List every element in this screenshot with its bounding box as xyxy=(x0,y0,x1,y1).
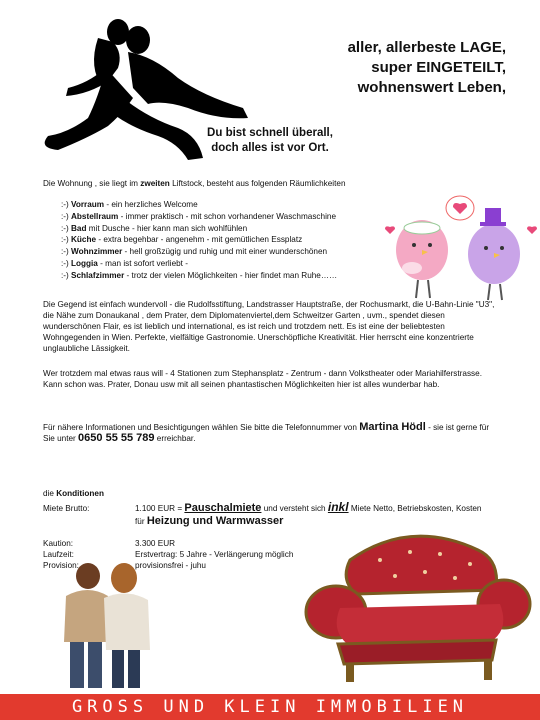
room-name: Abstellraum xyxy=(71,211,119,221)
miete-row-2 xyxy=(135,516,283,527)
room-prefix: :-) xyxy=(61,258,72,268)
list-item xyxy=(61,258,401,270)
provision-value: provisionsfrei - juhu xyxy=(135,561,206,570)
room-name: Vorraum xyxy=(71,200,105,209)
contact-phone: 0650 55 55 789 xyxy=(78,432,155,444)
kaution-row xyxy=(43,538,175,549)
contact-paragraph xyxy=(43,422,501,444)
miete-pauschal: Pauschalmiete xyxy=(184,502,262,514)
room-name: Bad xyxy=(71,223,87,233)
subheadline-line-1: Du bist schnell überall, xyxy=(207,127,333,139)
kaution-value: 3.300 EUR xyxy=(135,539,176,548)
laufzeit-row xyxy=(43,549,293,560)
subheadline xyxy=(200,126,340,156)
room-name: Küche xyxy=(71,235,97,245)
intro-text xyxy=(43,178,503,189)
room-prefix: :-) xyxy=(61,247,72,257)
miete-row xyxy=(43,502,508,514)
red-sofa-image xyxy=(300,520,532,690)
rooms-list xyxy=(61,199,401,282)
heart-bubble-icon xyxy=(446,196,474,220)
room-name: Wohnzimmer xyxy=(71,247,123,257)
intro-after: Liftstock, besteht aus folgenden Räumlichkeiten xyxy=(169,179,346,188)
miete-after: Miete Netto, Betriebskosten, Kosten xyxy=(348,504,482,513)
list-item xyxy=(61,234,401,246)
heart-icon xyxy=(527,226,537,234)
room-desc: - immer praktisch - mit schon vorhandener Waschmaschine xyxy=(118,211,336,221)
intro-bold: zweiten xyxy=(140,179,170,188)
purple-bird-image xyxy=(468,208,520,300)
list-item xyxy=(61,246,401,258)
room-prefix: :-) xyxy=(61,223,72,233)
miete-label: Miete Brutto: xyxy=(43,504,90,513)
paragraph-area: Die Gegend ist einfach wundervoll - die Rudolfsstiftung, Landstrasser Hauptstraße, der Rochusmarkt, die U-Bahn-Linie "U3", die Nähe zum Donaukanal , dem Prater, dem Diplomatenviertel,dem Schweitzer Garten , uvm., spendet diesen wunderschönen Flair, es ist lieblich und international, es ist reich und trotzdem nett. Es ist eine der beliebtesten Wohngegenden in Wien. Perfekte, vielfältige Gastronomie. Unerschöpfliche Kreativität. Hier herrscht eine konzentrierte unglaubliche Lässigkeit. xyxy=(43,300,495,353)
room-desc: - trotz der vielen Möglichkeiten - hier findet man Ruhe…… xyxy=(124,270,338,280)
birds-illustration xyxy=(382,190,540,302)
paragraph-transport: Wer trotzdem mal etwas raus will - 4 Stationen zum Stephansplatz - Zentrum - dann Volkstheater oder Mariahilferstrasse. Kann schon was. Prater, Donau usw mit all seinen phantastischen Möglichkeiten hier ist alles wunderbar hab. xyxy=(43,369,482,389)
pink-bird-image xyxy=(396,220,448,298)
laufzeit-label: Laufzeit: xyxy=(43,550,74,559)
miete-heizung: Heizung und Warmwasser xyxy=(146,515,284,527)
list-item xyxy=(61,199,401,211)
headline-line-3: wohnenswert Leben, xyxy=(357,79,506,96)
room-desc: mit Dusche - hier kann man sich wohlfühlen xyxy=(86,223,248,233)
contact-middle: - sie ist gerne für Sie unter xyxy=(43,423,490,443)
heart-icon xyxy=(385,226,395,234)
room-desc: - man ist sofort verliebt - xyxy=(97,258,188,268)
footer-brand: GROSS UND KLEIN IMMOBILIEN xyxy=(71,697,469,717)
couple-walking-image xyxy=(46,562,166,692)
list-item xyxy=(61,270,401,282)
provision-label: Provision: xyxy=(43,561,79,570)
conditions-title-prefix: die xyxy=(43,489,57,498)
headline-line-1: aller, allerbeste LAGE, xyxy=(347,39,506,56)
conditions-title-bold: Konditionen xyxy=(56,489,104,498)
contact-after: erreichbar. xyxy=(154,434,196,443)
list-item xyxy=(61,223,401,235)
room-name: Loggia xyxy=(71,258,98,268)
headline xyxy=(348,38,506,98)
contact-name: Martina Hödl xyxy=(359,421,426,433)
contact-before: Für nähere Informationen und Besichtigungen wählen Sie bitte die Telefonnummer von xyxy=(43,423,360,432)
miete-fuer: für xyxy=(135,517,147,526)
room-desc: - hell großzügig und ruhig und mit einer wunderschönen xyxy=(122,247,328,257)
list-item xyxy=(61,211,401,223)
room-prefix: :-) xyxy=(61,211,72,221)
miete-mid: und versteht sich xyxy=(261,504,328,513)
subheadline-line-2: doch alles ist vor Ort. xyxy=(211,142,329,154)
intro-before: Die Wohnung , sie liegt im xyxy=(43,179,141,188)
miete-inkl: inkl xyxy=(327,500,349,514)
headline-line-2: super EINGETEILT, xyxy=(371,59,506,76)
miete-amount: 1.100 EUR = xyxy=(135,504,185,513)
room-desc: - extra begehbar - angenehm - mit gemütlichen Essplatz xyxy=(96,235,303,245)
room-name: Schlafzimmer xyxy=(71,270,125,280)
room-prefix: :-) xyxy=(61,235,72,245)
room-prefix: :-) xyxy=(61,270,72,280)
kaution-label: Kaution: xyxy=(43,539,74,548)
conditions-title xyxy=(43,488,104,499)
room-prefix: :-) xyxy=(61,200,72,209)
room-desc: - ein herzliches Welcome xyxy=(104,200,198,209)
laufzeit-value: Erstvertrag: 5 Jahre - Verlängerung möglich xyxy=(135,550,294,559)
